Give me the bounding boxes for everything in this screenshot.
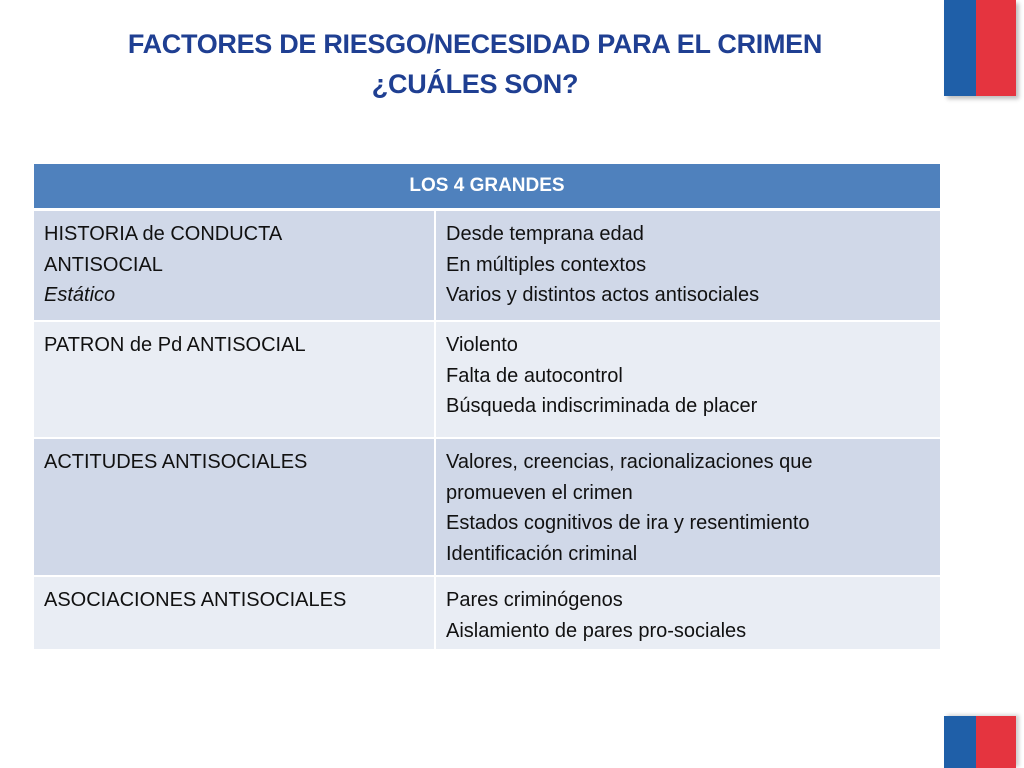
detail-text: Estados cognitivos de ira y resentimiento (446, 512, 810, 534)
table-row (34, 439, 940, 577)
details-cell (436, 211, 940, 322)
details-cell (436, 577, 940, 651)
table-row (34, 577, 940, 651)
factor-note: Estático (44, 284, 116, 306)
detail-text: Identificación criminal (446, 542, 638, 565)
flag-blue-stripe (944, 716, 976, 768)
table-row (34, 211, 940, 322)
factor-text: HISTORIA de CONDUCTA (44, 223, 283, 245)
details-cell (436, 322, 940, 439)
detail-text: Pares criminógenos (446, 589, 623, 611)
factor-text: ACTITUDES ANTISOCIALES (44, 451, 308, 473)
table-row (34, 322, 940, 439)
flag-red-stripe (976, 0, 1016, 96)
chile-flag-decoration-bottom (944, 716, 1016, 768)
detail-text: Aislamiento de pares pro-sociales (446, 619, 747, 642)
slide-title (60, 24, 890, 104)
detail-text: Valores, creencias, racionalizaciones que (446, 451, 813, 473)
flag-blue-stripe (944, 0, 976, 96)
factor-cell (34, 211, 436, 322)
detail-text: En múltiples contextos (446, 253, 647, 276)
detail-text: Desde temprana edad (446, 223, 644, 245)
detail-text: Violento (446, 334, 518, 356)
factor-cell (34, 577, 436, 651)
title-line-1: FACTORES DE RIESGO/NECESIDAD PARA EL CRIMEN (127, 29, 823, 59)
title-line-2: ¿CUÁLES SON? (371, 69, 579, 99)
flag-red-stripe (976, 716, 1016, 768)
factor-cell (34, 322, 436, 439)
factor-text: PATRON de Pd ANTISOCIAL (44, 334, 306, 356)
factor-text: ANTISOCIAL (44, 253, 163, 276)
risk-factors-table (34, 164, 940, 651)
details-cell (436, 439, 940, 577)
factor-text: ASOCIACIONES ANTISOCIALES (44, 589, 347, 611)
detail-text: Falta de autocontrol (446, 364, 623, 387)
table-header: LOS 4 GRANDES (34, 164, 940, 211)
detail-text: Búsqueda indiscriminada de placer (446, 395, 758, 417)
chile-flag-decoration-top (944, 0, 1016, 96)
detail-text: Varios y distintos actos antisociales (446, 284, 760, 306)
detail-text: promueven el crimen (446, 481, 633, 504)
factor-cell (34, 439, 436, 577)
table-header-row (34, 164, 940, 211)
